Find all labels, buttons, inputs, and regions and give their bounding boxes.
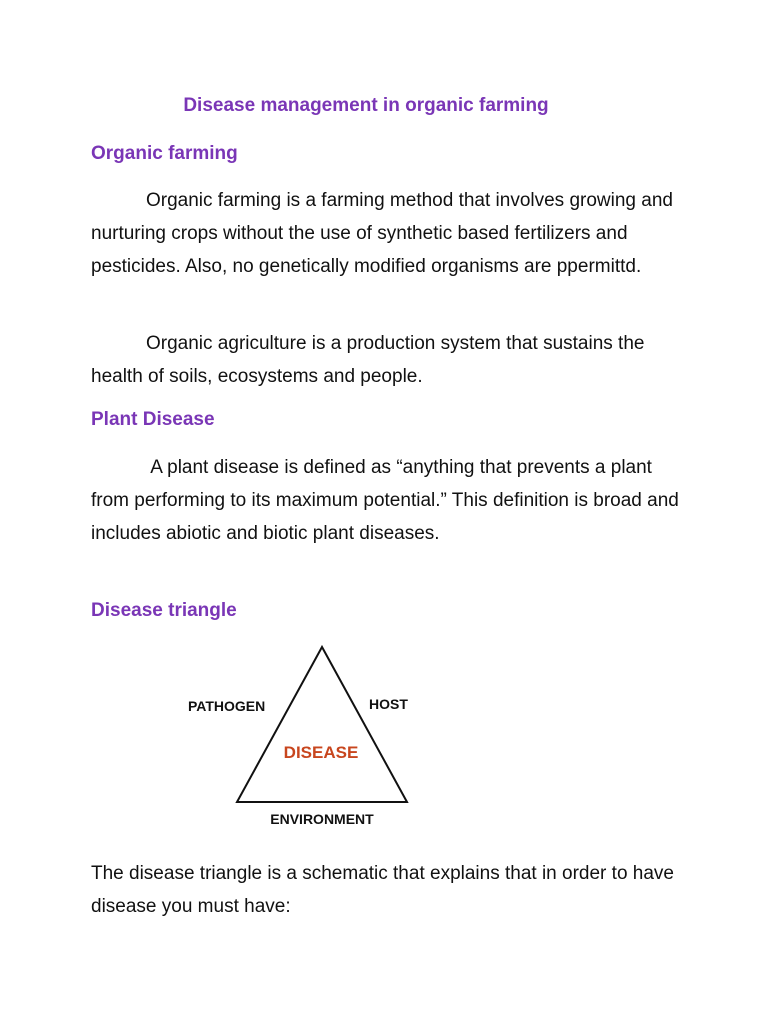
paragraph-disease-triangle-explanation: The disease triangle is a schematic that explains that in order to have disease you must have: (91, 863, 674, 917)
disease-triangle-svg (160, 635, 450, 835)
section-heading-organic-farming: Organic farming (91, 143, 238, 164)
triangle-outline (237, 647, 407, 802)
disease-triangle-diagram (160, 635, 450, 835)
document-title: Disease management in organic farming (183, 95, 549, 116)
paragraph-organic-agriculture (91, 327, 691, 393)
pathogen-label: PATHOGEN (188, 698, 266, 714)
paragraph-text: Organic agriculture is a production system that sustains the health of soils, ecosystems and people. (91, 333, 645, 387)
section-heading-plant-disease: Plant Disease (91, 409, 215, 430)
paragraph-organic-farming-definition (91, 184, 691, 283)
section-heading-disease-triangle: Disease triangle (91, 600, 237, 621)
host-label: HOST (369, 696, 408, 712)
paragraph-text: A plant disease is defined as “anything that prevents a plant from performing to its maximum potential.” This definition is broad and includes abiotic and biotic plant diseases. (91, 457, 679, 544)
disease-label: DISEASE (283, 743, 359, 762)
paragraph-plant-disease-definition (91, 451, 691, 550)
environment-label: ENVIRONMENT (270, 811, 374, 827)
paragraph-text: Organic farming is a farming method that involves growing and nurturing crops without the use of synthetic based fertilizers and pesticides. Also, no genetically modified organisms are ppermittd. (91, 190, 673, 277)
